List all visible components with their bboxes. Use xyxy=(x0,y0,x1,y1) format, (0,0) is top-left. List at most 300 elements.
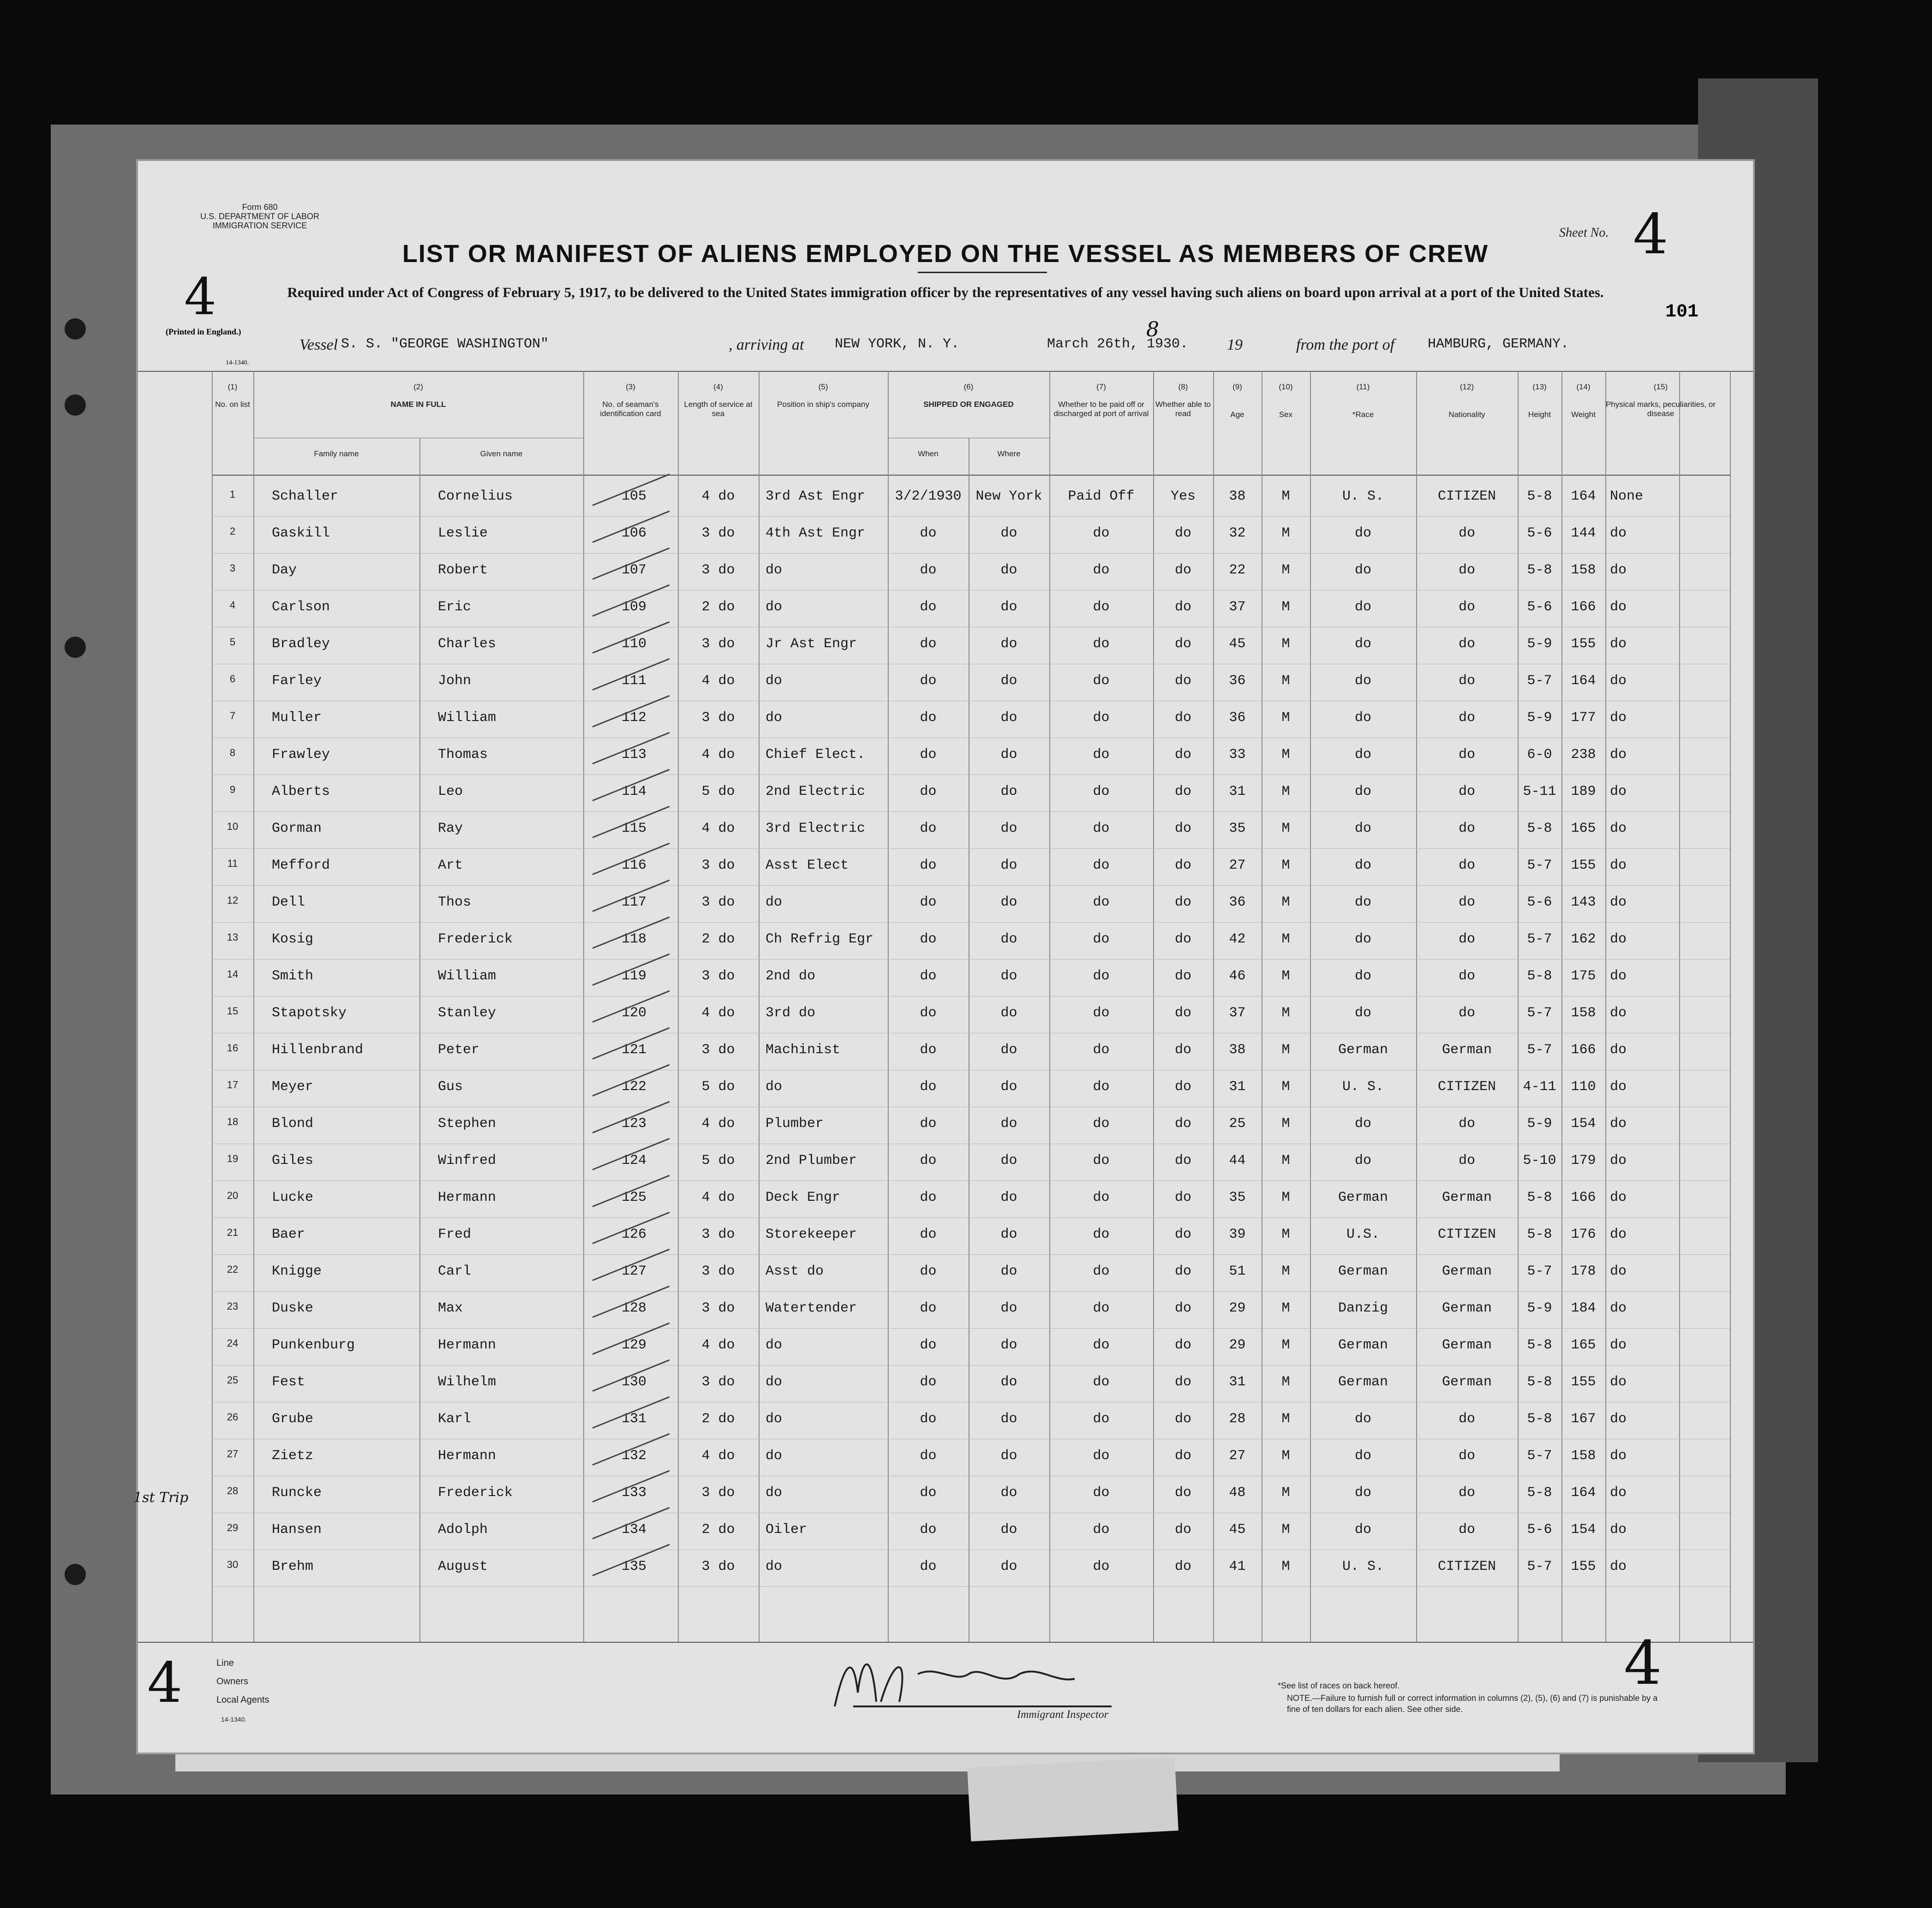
cell-given: Winfred xyxy=(438,1153,496,1169)
cell-card: 116 xyxy=(621,858,646,873)
cell-given: Stanley xyxy=(438,1005,496,1021)
col-number: (8) xyxy=(1178,382,1188,391)
cell-marks: do xyxy=(1610,821,1627,836)
cell-when: do xyxy=(920,1190,937,1205)
cell-family: Giles xyxy=(272,1153,314,1169)
form-identifier xyxy=(200,203,319,230)
col-label: Physical marks, peculiarities, or disease xyxy=(1605,400,1716,418)
column-divider xyxy=(759,371,760,1642)
cell-position: 3rd Ast Engr xyxy=(766,489,866,504)
cell-no: 15 xyxy=(227,1005,239,1017)
cell-card: 121 xyxy=(621,1042,646,1058)
cell-weight: 176 xyxy=(1571,1227,1596,1242)
cell-age: 33 xyxy=(1229,747,1246,763)
cell-service: 5 do xyxy=(701,1079,735,1095)
vessel-label: Vessel xyxy=(299,336,338,353)
cell-no: 30 xyxy=(227,1559,239,1570)
cell-card: 135 xyxy=(621,1559,646,1574)
given-name-header: Given name xyxy=(480,449,523,458)
cell-card: 127 xyxy=(621,1264,646,1279)
cell-read: do xyxy=(1174,1227,1191,1242)
cell-card: 130 xyxy=(621,1374,646,1390)
cell-weight: 154 xyxy=(1571,1522,1596,1538)
col-number: (2) xyxy=(413,382,423,391)
col-label: Height xyxy=(1528,410,1551,419)
cell-age: 45 xyxy=(1229,636,1246,652)
cell-no: 11 xyxy=(227,858,238,869)
cell-family: Alberts xyxy=(272,784,330,799)
cell-sex: M xyxy=(1281,1190,1290,1205)
cell-given: Wilhelm xyxy=(438,1374,496,1390)
races-note: *See list of races on back hereof. xyxy=(1278,1681,1400,1690)
col-label: SHIPPED OR ENGAGED xyxy=(923,400,1014,409)
cell-nationality: do xyxy=(1458,894,1475,910)
cell-no: 2 xyxy=(229,525,236,537)
inspector-label: Immigrant Inspector xyxy=(1017,1709,1108,1721)
cell-sex: M xyxy=(1281,562,1290,578)
row-rule xyxy=(212,922,1730,923)
cell-service: 2 do xyxy=(701,599,735,615)
cell-read: do xyxy=(1174,858,1191,873)
cell-race: U. S. xyxy=(1342,1079,1384,1095)
cell-marks: do xyxy=(1610,562,1627,578)
cell-card: 126 xyxy=(621,1227,646,1242)
cell-family: Bradley xyxy=(272,636,330,652)
cell-no: 29 xyxy=(227,1522,239,1533)
cell-card: 109 xyxy=(621,599,646,615)
cell-when: do xyxy=(920,1005,937,1021)
cell-sex: M xyxy=(1281,968,1290,984)
cell-when: do xyxy=(920,1264,937,1279)
cell-nationality: do xyxy=(1458,562,1475,578)
cell-when: 3/2/1930 xyxy=(895,489,962,504)
penalty-note: NOTE.—Failure to furnish full or correct information in columns (2), (5), (6) and (7) is punishable by a fine of ten dollars for each alien. See other side. xyxy=(1287,1693,1658,1714)
cell-paid: do xyxy=(1093,1411,1110,1427)
cell-marks: do xyxy=(1610,1448,1627,1464)
cell-race: U.S. xyxy=(1346,1227,1380,1242)
cell-no: 3 xyxy=(229,562,236,574)
cell-marks: do xyxy=(1610,525,1627,541)
cell-nationality: do xyxy=(1458,673,1475,689)
cell-where: do xyxy=(1000,931,1017,947)
cell-no: 23 xyxy=(227,1300,239,1312)
cell-service: 5 do xyxy=(701,784,735,799)
cell-card: 134 xyxy=(621,1522,646,1538)
row-rule xyxy=(212,553,1730,554)
cell-family: Gaskill xyxy=(272,525,330,541)
cell-height: 4-11 xyxy=(1523,1079,1556,1095)
cell-when: do xyxy=(920,1485,937,1501)
binder-hole xyxy=(65,318,86,340)
row-rule xyxy=(212,1217,1730,1218)
cell-family: Zietz xyxy=(272,1448,314,1464)
cell-read: do xyxy=(1174,1559,1191,1574)
column-divider xyxy=(1605,371,1606,1642)
col-number: (14) xyxy=(1576,382,1591,391)
line-label: Line xyxy=(216,1658,234,1668)
cell-when: do xyxy=(920,673,937,689)
cell-service: 4 do xyxy=(701,1337,735,1353)
cell-paid: do xyxy=(1093,1116,1110,1132)
col7-header xyxy=(1049,382,1153,418)
cell-when: do xyxy=(920,599,937,615)
cell-nationality: do xyxy=(1458,821,1475,836)
cell-when: do xyxy=(920,1374,937,1390)
cell-nationality: CITIZEN xyxy=(1437,489,1496,504)
local-agents-label: Local Agents xyxy=(216,1695,269,1705)
cell-where: do xyxy=(1000,1116,1017,1132)
cell-family: Meyer xyxy=(272,1079,314,1095)
cell-given: Max xyxy=(438,1300,463,1316)
col-number: (15) xyxy=(1653,382,1668,391)
col5-header xyxy=(759,382,888,409)
cell-card: 129 xyxy=(621,1337,646,1353)
cell-height: 5-6 xyxy=(1527,1522,1552,1538)
cell-where: do xyxy=(1000,1005,1017,1021)
cell-race: German xyxy=(1338,1337,1388,1353)
cell-height: 5-9 xyxy=(1527,636,1552,652)
col3-header xyxy=(583,382,678,418)
cell-where: do xyxy=(1000,1559,1017,1574)
cell-age: 28 xyxy=(1229,1411,1246,1427)
cell-service: 4 do xyxy=(701,821,735,836)
cell-no: 1 xyxy=(229,489,236,500)
cell-race: German xyxy=(1338,1374,1388,1390)
cell-when: do xyxy=(920,821,937,836)
cell-family: Punkenburg xyxy=(272,1337,355,1353)
cell-position: do xyxy=(766,1559,783,1574)
cell-sex: M xyxy=(1281,747,1290,763)
cell-marks: do xyxy=(1610,1374,1627,1390)
cell-position: do xyxy=(766,1337,783,1353)
fee-stamp-slip xyxy=(967,1757,1178,1841)
cell-race: do xyxy=(1354,894,1371,910)
cell-nationality: do xyxy=(1458,784,1475,799)
cell-service: 3 do xyxy=(701,1227,735,1242)
cell-sex: M xyxy=(1281,894,1290,910)
cell-nationality: CITIZEN xyxy=(1437,1227,1496,1242)
cell-race: Danzig xyxy=(1338,1300,1388,1316)
cell-paid: do xyxy=(1093,1485,1110,1501)
cell-age: 44 xyxy=(1229,1153,1246,1169)
cell-weight: 158 xyxy=(1571,1005,1596,1021)
cell-weight: 155 xyxy=(1571,1374,1596,1390)
cell-family: Hansen xyxy=(272,1522,322,1538)
cell-position: Jr Ast Engr xyxy=(766,636,857,652)
cell-nationality: do xyxy=(1458,747,1475,763)
cell-weight: 154 xyxy=(1571,1116,1596,1132)
cell-no: 17 xyxy=(227,1079,239,1091)
cell-paid: do xyxy=(1093,931,1110,947)
cell-paid: do xyxy=(1093,1190,1110,1205)
cell-given: Frederick xyxy=(438,1485,513,1501)
cell-service: 3 do xyxy=(701,968,735,984)
cell-marks: do xyxy=(1610,1559,1627,1574)
cell-card: 125 xyxy=(621,1190,646,1205)
cell-sex: M xyxy=(1281,1153,1290,1169)
cell-family: Lucke xyxy=(272,1190,314,1205)
cell-service: 4 do xyxy=(701,1190,735,1205)
cell-where: do xyxy=(1000,710,1017,726)
cell-age: 39 xyxy=(1229,1227,1246,1242)
cell-paid: do xyxy=(1093,599,1110,615)
cell-service: 3 do xyxy=(701,894,735,910)
cell-given: Thomas xyxy=(438,747,488,763)
cell-position: 3rd Electric xyxy=(766,821,866,836)
cell-race: do xyxy=(1354,931,1371,947)
cell-where: do xyxy=(1000,1042,1017,1058)
cell-where: do xyxy=(1000,673,1017,689)
cell-paid: do xyxy=(1093,525,1110,541)
service-name: IMMIGRATION SERVICE xyxy=(212,221,307,230)
arrival-date: March 26th, 1930. xyxy=(1047,336,1189,352)
cell-position: do xyxy=(766,562,783,578)
cell-paid: do xyxy=(1093,968,1110,984)
cell-weight: 155 xyxy=(1571,858,1596,873)
cell-sex: M xyxy=(1281,710,1290,726)
cell-race: do xyxy=(1354,525,1371,541)
cell-family: Mefford xyxy=(272,858,330,873)
cell-nationality: do xyxy=(1458,968,1475,984)
cell-position: Machinist xyxy=(766,1042,841,1058)
cell-paid: do xyxy=(1093,747,1110,763)
cell-read: do xyxy=(1174,1374,1191,1390)
sheet-number: 4 xyxy=(1633,203,1669,267)
cell-age: 45 xyxy=(1229,1522,1246,1538)
cell-service: 3 do xyxy=(701,1485,735,1501)
cell-family: Kosig xyxy=(272,931,314,947)
cell-where: do xyxy=(1000,1374,1017,1390)
cell-service: 4 do xyxy=(701,673,735,689)
cell-age: 38 xyxy=(1229,1042,1246,1058)
cell-height: 5-7 xyxy=(1527,673,1552,689)
cell-age: 36 xyxy=(1229,710,1246,726)
cell-service: 3 do xyxy=(701,710,735,726)
cell-height: 5-7 xyxy=(1527,1042,1552,1058)
cell-service: 2 do xyxy=(701,1411,735,1427)
cell-race: do xyxy=(1354,562,1371,578)
col-number: (3) xyxy=(626,382,635,391)
cell-age: 27 xyxy=(1229,858,1246,873)
cell-age: 31 xyxy=(1229,784,1246,799)
cell-weight: 175 xyxy=(1571,968,1596,984)
cell-race: U. S. xyxy=(1342,1559,1384,1574)
cell-no: 6 xyxy=(229,673,236,685)
cell-paid: do xyxy=(1093,1079,1110,1095)
cell-service: 3 do xyxy=(701,858,735,873)
cell-family: Carlson xyxy=(272,599,330,615)
col1-header xyxy=(212,382,253,409)
cell-paid: do xyxy=(1093,894,1110,910)
cell-marks: do xyxy=(1610,968,1627,984)
cell-when: do xyxy=(920,894,937,910)
cell-when: do xyxy=(920,1079,937,1095)
cell-position: do xyxy=(766,1374,783,1390)
cell-card: 118 xyxy=(621,931,646,947)
cell-given: Cornelius xyxy=(438,489,513,504)
cell-height: 5-6 xyxy=(1527,894,1552,910)
cell-read: do xyxy=(1174,710,1191,726)
cell-family: Dell xyxy=(272,894,305,910)
cell-where: New York xyxy=(975,489,1042,504)
vessel-line xyxy=(299,318,1638,359)
cell-race: do xyxy=(1354,1153,1371,1169)
cell-weight: 158 xyxy=(1571,1448,1596,1464)
cell-position: Plumber xyxy=(766,1116,824,1132)
cell-service: 4 do xyxy=(701,1116,735,1132)
cell-family: Gorman xyxy=(272,821,322,836)
col-number: (13) xyxy=(1532,382,1547,391)
footer-left-mark: 4 xyxy=(147,1651,183,1715)
cell-marks: do xyxy=(1610,1190,1627,1205)
cell-weight: 165 xyxy=(1571,821,1596,836)
cell-read: do xyxy=(1174,1005,1191,1021)
cell-where: do xyxy=(1000,636,1017,652)
cell-marks: do xyxy=(1610,1042,1627,1058)
cell-marks: do xyxy=(1610,673,1627,689)
cell-marks: do xyxy=(1610,1079,1627,1095)
cell-no: 26 xyxy=(227,1411,239,1423)
cell-age: 37 xyxy=(1229,599,1246,615)
cell-nationality: German xyxy=(1442,1300,1492,1316)
cell-card: 114 xyxy=(621,784,646,799)
cell-marks: do xyxy=(1610,1300,1627,1316)
cell-nationality: German xyxy=(1442,1264,1492,1279)
col4-header xyxy=(678,382,759,418)
cell-family: Schaller xyxy=(272,489,339,504)
cell-read: do xyxy=(1174,1042,1191,1058)
col-label: Nationality xyxy=(1448,410,1485,419)
col-label: Position in ship's company xyxy=(777,400,869,409)
binder-hole xyxy=(65,637,86,658)
cell-family: Muller xyxy=(272,710,322,726)
col-label: Weight xyxy=(1571,410,1596,419)
cell-height: 5-10 xyxy=(1523,1153,1556,1169)
cell-paid: do xyxy=(1093,1448,1110,1464)
cell-service: 3 do xyxy=(701,1300,735,1316)
cell-height: 5-8 xyxy=(1527,1485,1552,1501)
col13-header xyxy=(1518,382,1561,419)
cell-race: German xyxy=(1338,1264,1388,1279)
cell-marks: do xyxy=(1610,1337,1627,1353)
cell-no: 14 xyxy=(227,968,239,980)
table-top-border xyxy=(138,371,1753,372)
binder-hole xyxy=(65,394,86,416)
cell-where: do xyxy=(1000,821,1017,836)
cell-sex: M xyxy=(1281,1411,1290,1427)
cell-height: 5-11 xyxy=(1523,784,1556,799)
cell-position: do xyxy=(766,710,783,726)
cell-age: 48 xyxy=(1229,1485,1246,1501)
cell-no: 28 xyxy=(227,1485,239,1497)
cell-marks: do xyxy=(1610,894,1627,910)
cell-when: do xyxy=(920,1522,937,1538)
cell-nationality: German xyxy=(1442,1190,1492,1205)
cell-card: 117 xyxy=(621,894,646,910)
cell-where: do xyxy=(1000,525,1017,541)
cell-when: do xyxy=(920,1411,937,1427)
cell-read: do xyxy=(1174,1153,1191,1169)
cell-height: 5-7 xyxy=(1527,931,1552,947)
cell-family: Knigge xyxy=(272,1264,322,1279)
binder-hole xyxy=(65,1564,86,1585)
col-label: No. on list xyxy=(215,400,250,409)
cell-when: do xyxy=(920,784,937,799)
cell-position: do xyxy=(766,673,783,689)
col-number: (7) xyxy=(1096,382,1106,391)
cell-race: do xyxy=(1354,599,1371,615)
cell-age: 41 xyxy=(1229,1559,1246,1574)
cell-race: do xyxy=(1354,673,1371,689)
cell-family: Fest xyxy=(272,1374,305,1390)
vessel-name: S. S. "GEORGE WASHINGTON" xyxy=(341,336,549,352)
cell-sex: M xyxy=(1281,1079,1290,1095)
footer-right-mark: 4 xyxy=(1624,1628,1662,1698)
cell-read: do xyxy=(1174,931,1191,947)
cell-when: do xyxy=(920,562,937,578)
cell-card: 128 xyxy=(621,1300,646,1316)
cell-nationality: do xyxy=(1458,1005,1475,1021)
corner-handwritten-mark: 4 xyxy=(184,267,216,326)
cell-marks: do xyxy=(1610,1153,1627,1169)
cell-height: 5-7 xyxy=(1527,1264,1552,1279)
cell-height: 5-9 xyxy=(1527,1116,1552,1132)
cell-card: 124 xyxy=(621,1153,646,1169)
cell-paid: do xyxy=(1093,1337,1110,1353)
cell-weight: 166 xyxy=(1571,599,1596,615)
column-divider xyxy=(1679,371,1680,1642)
cell-when: do xyxy=(920,1448,937,1464)
cell-sex: M xyxy=(1281,673,1290,689)
cell-sex: M xyxy=(1281,1522,1290,1538)
from-port-label: from the port of xyxy=(1296,336,1395,353)
cell-age: 51 xyxy=(1229,1264,1246,1279)
cell-nationality: CITIZEN xyxy=(1437,1559,1496,1574)
cell-race: do xyxy=(1354,858,1371,873)
cell-age: 35 xyxy=(1229,1190,1246,1205)
cell-given: Hermann xyxy=(438,1190,496,1205)
cell-paid: do xyxy=(1093,784,1110,799)
cell-paid: Paid Off xyxy=(1068,489,1135,504)
cell-sex: M xyxy=(1281,1300,1290,1316)
col-label: Age xyxy=(1230,410,1244,419)
column-divider xyxy=(1730,371,1731,1642)
cell-position: Chief Elect. xyxy=(766,747,866,763)
cell-read: do xyxy=(1174,599,1191,615)
cell-card: 106 xyxy=(621,525,646,541)
cell-paid: do xyxy=(1093,710,1110,726)
cell-sex: M xyxy=(1281,1264,1290,1279)
col9-header xyxy=(1213,382,1262,419)
cell-where: do xyxy=(1000,1448,1017,1464)
cell-weight: 164 xyxy=(1571,489,1596,504)
cell-height: 5-8 xyxy=(1527,1411,1552,1427)
cell-marks: do xyxy=(1610,931,1627,947)
cell-position: 2nd Electric xyxy=(766,784,866,799)
row-rule xyxy=(212,959,1730,960)
cell-when: do xyxy=(920,636,937,652)
cell-position: do xyxy=(766,599,783,615)
cell-where: do xyxy=(1000,1153,1017,1169)
col-label: NAME IN FULL xyxy=(390,400,446,409)
cell-marks: do xyxy=(1610,1522,1627,1538)
cell-sex: M xyxy=(1281,636,1290,652)
cell-service: 4 do xyxy=(701,489,735,504)
cell-nationality: do xyxy=(1458,931,1475,947)
col14-header xyxy=(1561,382,1605,419)
cell-when: do xyxy=(920,1300,937,1316)
cell-card: 123 xyxy=(621,1116,646,1132)
